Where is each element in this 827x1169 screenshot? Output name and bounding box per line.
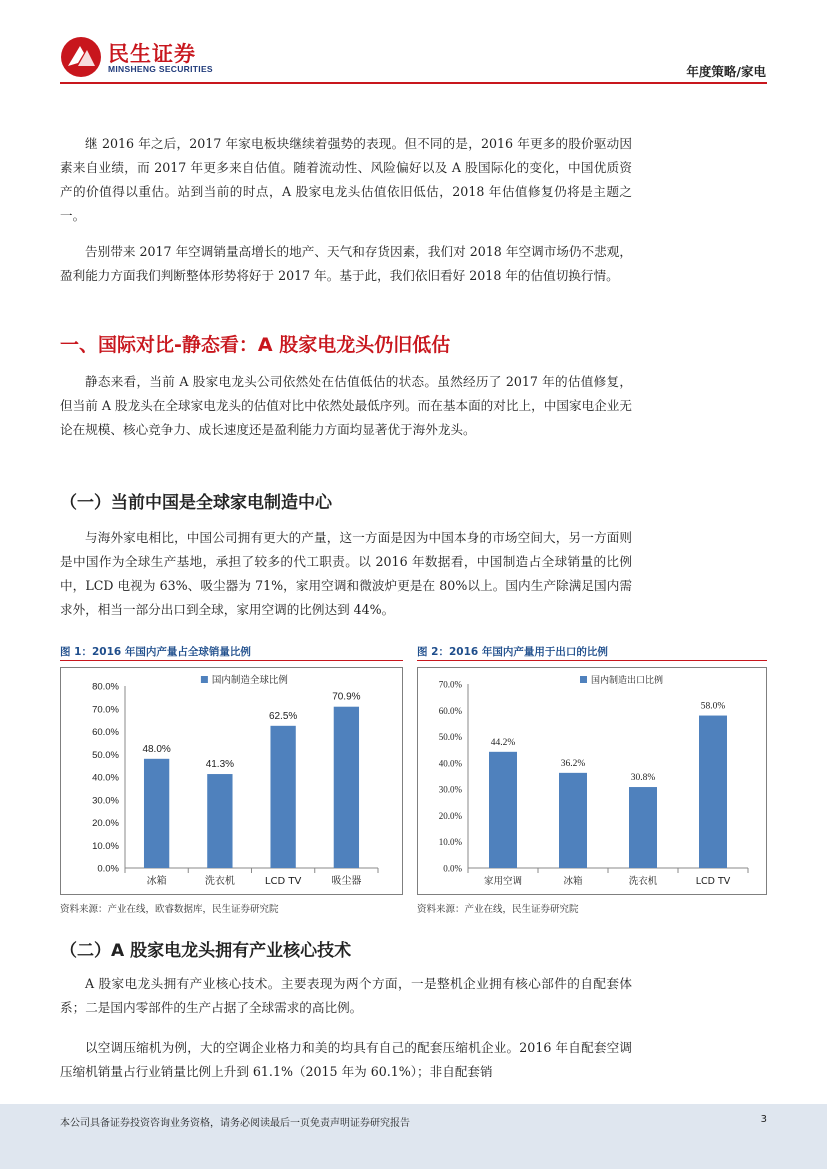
figure-2 [417,644,767,915]
bar-value-label: 36.2% [560,758,586,769]
x-tick-label: 冰箱 [146,876,167,887]
y-tick-label: 80.0% [92,681,119,693]
chart-1 [61,668,402,890]
figure-1 [60,644,403,915]
y-tick-label: 40.0% [92,772,119,784]
y-tick-label: 20.0% [438,810,462,821]
x-tick-label: LCD TV [264,876,302,887]
subsection-1-text: 与海外家电相比，中国公司拥有更大的产量，这一方面是因为中国本身的市场空间大，另一方面则是中国作为全球生产基地，承担了较多的代工职责。以 2016 年数据看，中国制造占全球销量的比例中，LCD 电视为 63%、吸尘器为 71%，家用空调和微波炉更是在 80%以上。国内生产除满足国内需求外，相当一部分出口到全球，家用空调的比例达到 44%。 [60,530,632,617]
intro-paragraph-1: 继 2016 年之后，2017 年家电板块继续着强势的表现。但不同的是，2016 年更多的股价驱动因素来自业绩，而 2017 年更多来自估值。随着流动性、风险偏好以及 A 股国际化的变化，中国优质资产的价值得以重估。站到当前的时点，A 股家电龙头估值依旧低估，2018 年估值修复仍将是主题之一。 [60,136,632,223]
bar-value-label: 62.5% [268,710,298,722]
minsheng-logo-icon [60,36,102,78]
header-divider [60,82,767,84]
y-tick-label: 0.0% [97,863,119,875]
figure-2-title: 图 2：2016 年国内产量用于出口的比例 [417,644,767,661]
bar-value-label: 70.9% [332,691,361,703]
bar-value-label: 58.0% [700,701,726,712]
figure-1-frame [60,667,403,895]
report-category: 年度策略/家电 [686,64,766,79]
page-number: 3 [760,1114,767,1125]
y-tick-label: 50.0% [438,732,462,743]
y-tick-label: 60.0% [92,727,119,738]
y-tick-label: 30.0% [438,784,462,795]
brand-name-en: MINSHENG SECURITIES [108,64,213,74]
x-tick-label: 吸尘器 [331,876,362,887]
y-tick-label: 60.0% [438,705,462,716]
bar-value-label: 48.0% [142,743,171,755]
intro-paragraph-2: 告别带来 2017 年空调销量高增长的地产、天气和存货因素，我们对 2018 年空调市场仍不悲观，盈利能力方面我们判断整体形势将好于 2017 年。基于此，我们依旧看好 2018 年的估值切换行情。 [60,244,632,283]
y-tick-label: 70.0% [92,704,119,716]
y-tick-label: 10.0% [92,840,119,852]
bar [207,774,232,868]
subsection-2-text-2: 以空调压缩机为例，大的空调企业格力和美的均具有自己的配套压缩机企业。2016 年自配套空调压缩机销量占行业销量比例上升到 61.1%（2015 年为 60.1%）；非自配套销 [60,1040,632,1079]
bar [489,752,517,868]
y-tick-label: 70.0% [438,679,462,690]
bar [699,716,727,868]
bar [144,759,169,868]
figure-1-source: 资料来源：产业在线，欧睿数据库，民生证券研究院 [60,904,279,915]
bar-value-label: 30.8% [630,773,656,784]
x-tick-label: LCD TV [695,876,731,887]
subsection-2-title: （二）A 股家电龙头拥有产业核心技术 [60,941,352,961]
y-tick-label: 20.0% [92,818,119,829]
bar [270,726,295,868]
y-tick-label: 40.0% [438,758,462,769]
y-tick-label: 30.0% [92,795,119,807]
subsection-1-title: （一）当前中国是全球家电制造中心 [60,493,332,513]
y-tick-label: 50.0% [92,749,119,761]
bar-value-label: 44.2% [490,737,516,748]
y-tick-label: 0.0% [443,863,462,874]
bar [559,773,587,868]
bar [629,787,657,868]
footer-disclaimer: 本公司具备证券投资咨询业务资格，请务必阅读最后一页免责声明证券研究报告 [60,1118,410,1129]
chart-2 [418,668,766,890]
figure-1-title: 图 1：2016 年国内产量占全球销量比例 [60,644,403,661]
figure-2-frame [417,667,767,895]
legend-swatch [201,676,208,683]
x-tick-label: 洗衣机 [628,876,658,887]
section-1-text: 静态来看，当前 A 股家电龙头公司依然处在估值低估的状态。虽然经历了 2017 年的估值修复，但当前 A 股龙头在全球家电龙头的估值对比中依然处最低序列。而在基本面的对比上，中国家电企业无论在规模、核心竞争力、成长速度还是盈利能力方面均显著优于海外龙头。 [60,374,632,437]
subsection-2-text-1: A 股家电龙头拥有产业核心技术。主要表现为两个方面，一是整机企业拥有核心部件的自配套体系；二是国内零部件的生产占据了全球需求的高比例。 [60,976,632,1015]
section-1-title: 一、国际对比-静态看：A 股家电龙头仍旧低估 [60,334,451,356]
legend-label: 国内制造出口比例 [591,676,664,686]
legend-label: 国内制造全球比例 [211,675,288,686]
legend-swatch [580,676,587,683]
x-tick-label: 冰箱 [563,876,583,887]
x-tick-label: 家用空调 [483,876,523,887]
y-tick-label: 10.0% [438,837,462,848]
page-footer [0,1104,827,1169]
bar-value-label: 41.3% [205,759,235,771]
figure-2-source: 资料来源：产业在线，民生证券研究院 [417,904,579,915]
company-logo [60,36,220,78]
x-tick-label: 洗衣机 [204,876,235,887]
brand-name-cn: 民生证券 [108,42,196,66]
bar [334,707,359,868]
